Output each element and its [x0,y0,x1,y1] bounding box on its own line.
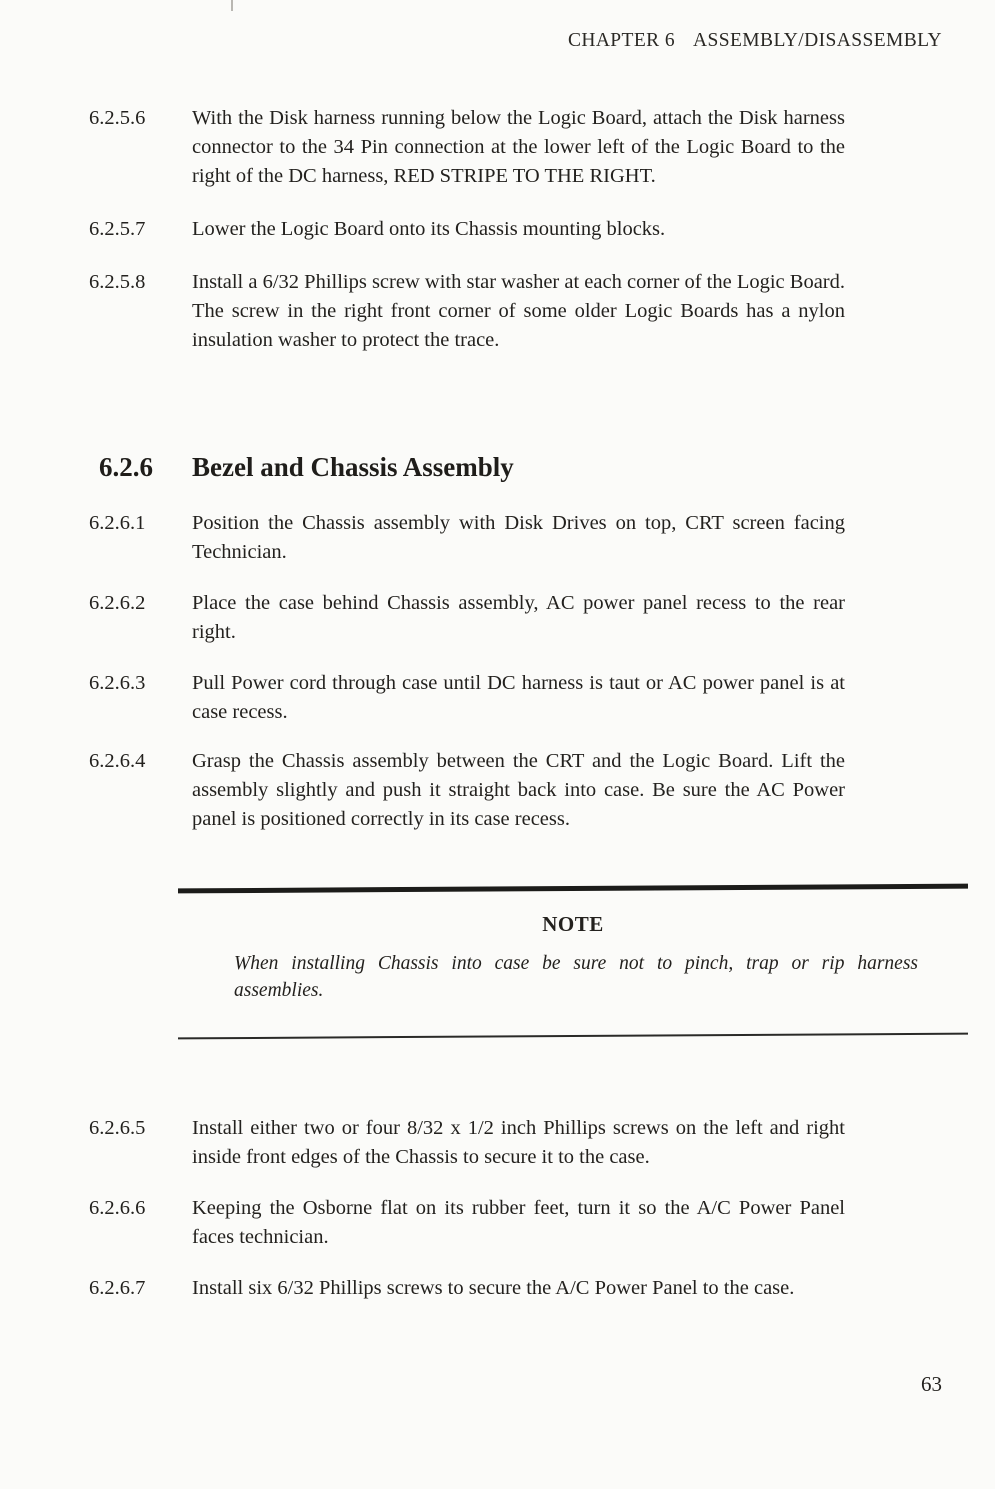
section-title: Bezel and Chassis Assembly [192,452,514,482]
item-text: Install either two or four 8/32 x 1/2 inch Phillips screws on the left and right inside front edges of the Chassis to secure it to the case. [192,1117,845,1168]
chapter-title: ASSEMBLY/DISASSEMBLY [693,30,942,51]
procedure-item [89,104,845,191]
item-text: Install six 6/32 Phillips screws to secure the A/C Power Panel to the case. [192,1277,795,1299]
note-body: When installing Chassis into case be sure not to pinch, trap or rip harness assemblies. [234,953,918,1001]
item-number: 6.2.6.2 [89,592,146,614]
item-number: 6.2.6.4 [89,750,146,772]
item-number: 6.2.6.6 [89,1197,146,1219]
item-number: 6.2.6.5 [89,1117,146,1139]
scan-artifact [231,0,233,11]
procedure-item [89,669,845,727]
item-text: Place the case behind Chassis assembly, AC power panel recess to the rear right. [192,592,845,643]
item-text: Lower the Logic Board onto its Chassis mounting blocks. [192,218,666,240]
note-bottom-rule [178,1033,968,1040]
item-number: 6.2.6.3 [89,672,146,694]
item-text: Pull Power cord through case until DC harness is taut or AC power panel is at case recess. [192,672,845,723]
note-top-rule [178,884,968,894]
item-number: 6.2.5.8 [89,271,146,293]
page-number: 63 [921,1372,942,1396]
item-text: With the Disk harness running below the Logic Board, attach the Disk harness connector to the 34 Pin connection at the lower left of the Logic Board to the right of the DC harness, RED STRIPE TO THE RIGHT. [192,107,845,187]
procedure-item [89,509,845,567]
procedure-item [89,1114,845,1172]
procedure-item [89,1274,845,1303]
item-text: Grasp the Chassis assembly between the CRT and the Logic Board. Lift the assembly slightly and push it straight back into case. Be sure the AC Power panel is positioned correctly in its case recess. [192,750,845,830]
procedure-item [89,268,845,355]
note-block [178,886,968,1037]
item-number: 6.2.5.7 [89,218,146,240]
procedure-item [89,215,845,244]
procedure-item [89,1194,845,1252]
running-header [568,30,942,52]
procedure-item [89,747,845,834]
item-text: Keeping the Osborne flat on its rubber feet, turn it so the A/C Power Panel faces technician. [192,1197,845,1248]
item-number: 6.2.6.7 [89,1277,146,1299]
page-content [89,104,918,1303]
item-text: Position the Chassis assembly with Disk Drives on top, CRT screen facing Technician. [192,512,845,563]
procedure-item [89,589,845,647]
item-number: 6.2.5.6 [89,107,146,129]
section-heading [89,451,845,483]
note-title: NOTE [542,912,604,936]
chapter-label: CHAPTER 6 [567,30,676,51]
section-number: 6.2.6 [99,452,153,482]
item-text: Install a 6/32 Phillips screw with star washer at each corner of the Logic Board. The screw in the right front corner of some older Logic Boards has a nylon insulation washer to protect the trace. [192,271,845,351]
item-number: 6.2.6.1 [89,512,146,534]
